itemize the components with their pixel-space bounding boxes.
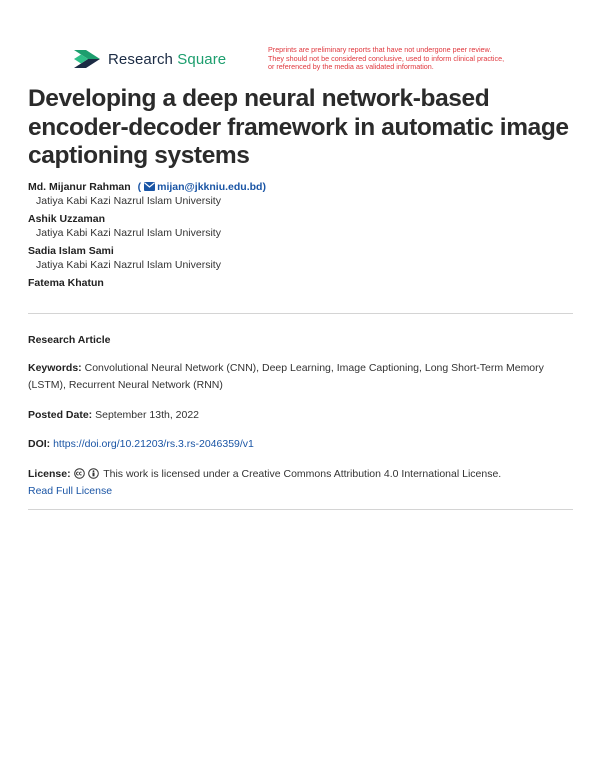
author-email: mijan@jkkniu.edu.bd [157,181,263,193]
author-name: Ashik Uzzaman [28,213,106,225]
attribution-icon [88,468,99,479]
divider [28,509,573,510]
doi-label: DOI: [28,438,51,450]
author-list [28,180,573,293]
article-type: Research Article [28,334,111,346]
author-name: Sadia Islam Sami [28,245,114,257]
keywords-value: Convolutional Neural Network (CNN), Deep Learning, Image Captioning, Long Short-Term Memory (LSTM), Recurrent Neural Network (RNN) [28,362,544,391]
author-email-link[interactable]: ( mijan@jkkniu.edu.bd) [137,181,266,193]
license-text: This work is licensed under a Creative Commons Attribution 4.0 International License. [103,468,502,480]
author [28,276,573,290]
author-affiliation: Jatiya Kabi Kazi Nazrul Islam University [36,227,221,239]
posted-date [28,407,573,424]
logo-text: Research Square [108,50,227,68]
posted-date-label: Posted Date: [28,409,93,421]
creative-commons-icon [74,468,85,479]
author [28,244,573,273]
license [28,466,573,500]
license-label: License: [28,468,71,480]
read-full-license-link[interactable]: Read Full License [28,485,113,497]
research-square-logo-icon [73,48,101,70]
doi [28,436,573,453]
author-affiliation: Jatiya Kabi Kazi Nazrul Islam University [36,195,221,207]
disclaimer-line: They should not be considered conclusive, used to inform clinical practice, [268,53,505,63]
keywords-label: Keywords: [28,362,82,374]
paper-title: Developing a deep neural network-based encoder-decoder framework in automatic image captioning systems [28,85,569,169]
research-square-logo[interactable] [73,48,226,70]
envelope-icon [144,182,155,191]
author-name: Fatema Khatun [28,277,104,289]
author [28,180,573,209]
author-affiliation: Jatiya Kabi Kazi Nazrul Islam University [36,259,221,271]
posted-date-value: September 13th, 2022 [95,409,200,421]
disclaimer-line: or referenced by the media as validated information. [268,62,434,72]
doi-link[interactable]: https://doi.org/10.21203/rs.3.rs-2046359/v1 [53,438,254,450]
author [28,212,573,241]
preprint-disclaimer [268,46,558,72]
disclaimer-line: Preprints are preliminary reports that have not undergone peer review. [268,45,492,54]
keywords [28,360,573,394]
author-name: Md. Mijanur Rahman [28,181,131,193]
divider [28,313,573,314]
